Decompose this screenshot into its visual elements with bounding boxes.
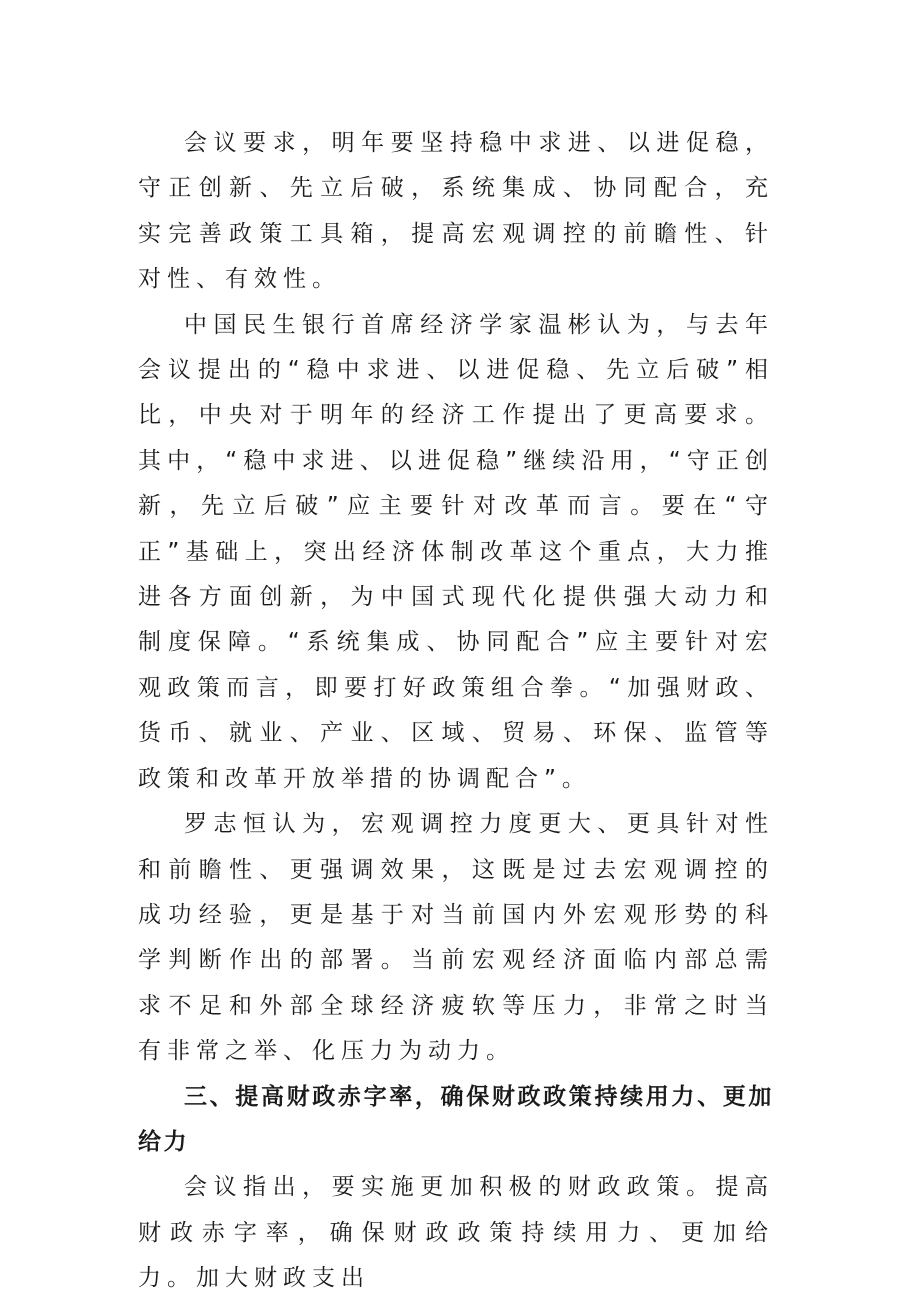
- body-paragraph: 罗志恒认为，宏观调控力度更大、更具针对性和前瞻性、更强调效果，这既是过去宏观调控的成功经验，更是基于对当前国内外宏观形势的科学判断作出的部署。当前宏观经济面临内部总需求不足和外部全球经济疲软等压力，非常之时当有非常之举、化压力为动力。: [138, 811, 774, 1065]
- body-paragraph: 中国民生银行首席经济学家温彬认为，与去年会议提出的“稳中求进、以进促稳、先立后破”相比，中央对于明年的经济工作提出了更高要求。其中，“稳中求进、以进促稳”继续沿用，“守正创新，先立后破”应主要针对改革而言。要在“守正”基础上，突出经济体制改革这个重点，大力推进各方面创新，为中国式现代化提供强大动力和制度保障。“系统集成、协同配合”应主要针对宏观政策而言，即要打好政策组合拳。“加强财政、货币、就业、产业、区域、贸易、环保、监管等政策和改革开放举措的协调配合”。: [138, 311, 774, 792]
- section-heading: 三、提高财政赤字率，确保财政政策持续用力、更加给力: [138, 1083, 774, 1155]
- body-paragraph: 会议要求，明年要坚持稳中求进、以进促稳，守正创新、先立后破，系统集成、协同配合，充实完善政策工具箱，提高宏观调控的前瞻性、针对性、有效性。: [138, 130, 774, 293]
- body-paragraph: 会议指出，要实施更加积极的财政政策。提高财政赤字率，确保财政政策持续用力、更加给力。加大财政支出: [138, 1174, 774, 1292]
- document-body: [138, 121, 774, 1302]
